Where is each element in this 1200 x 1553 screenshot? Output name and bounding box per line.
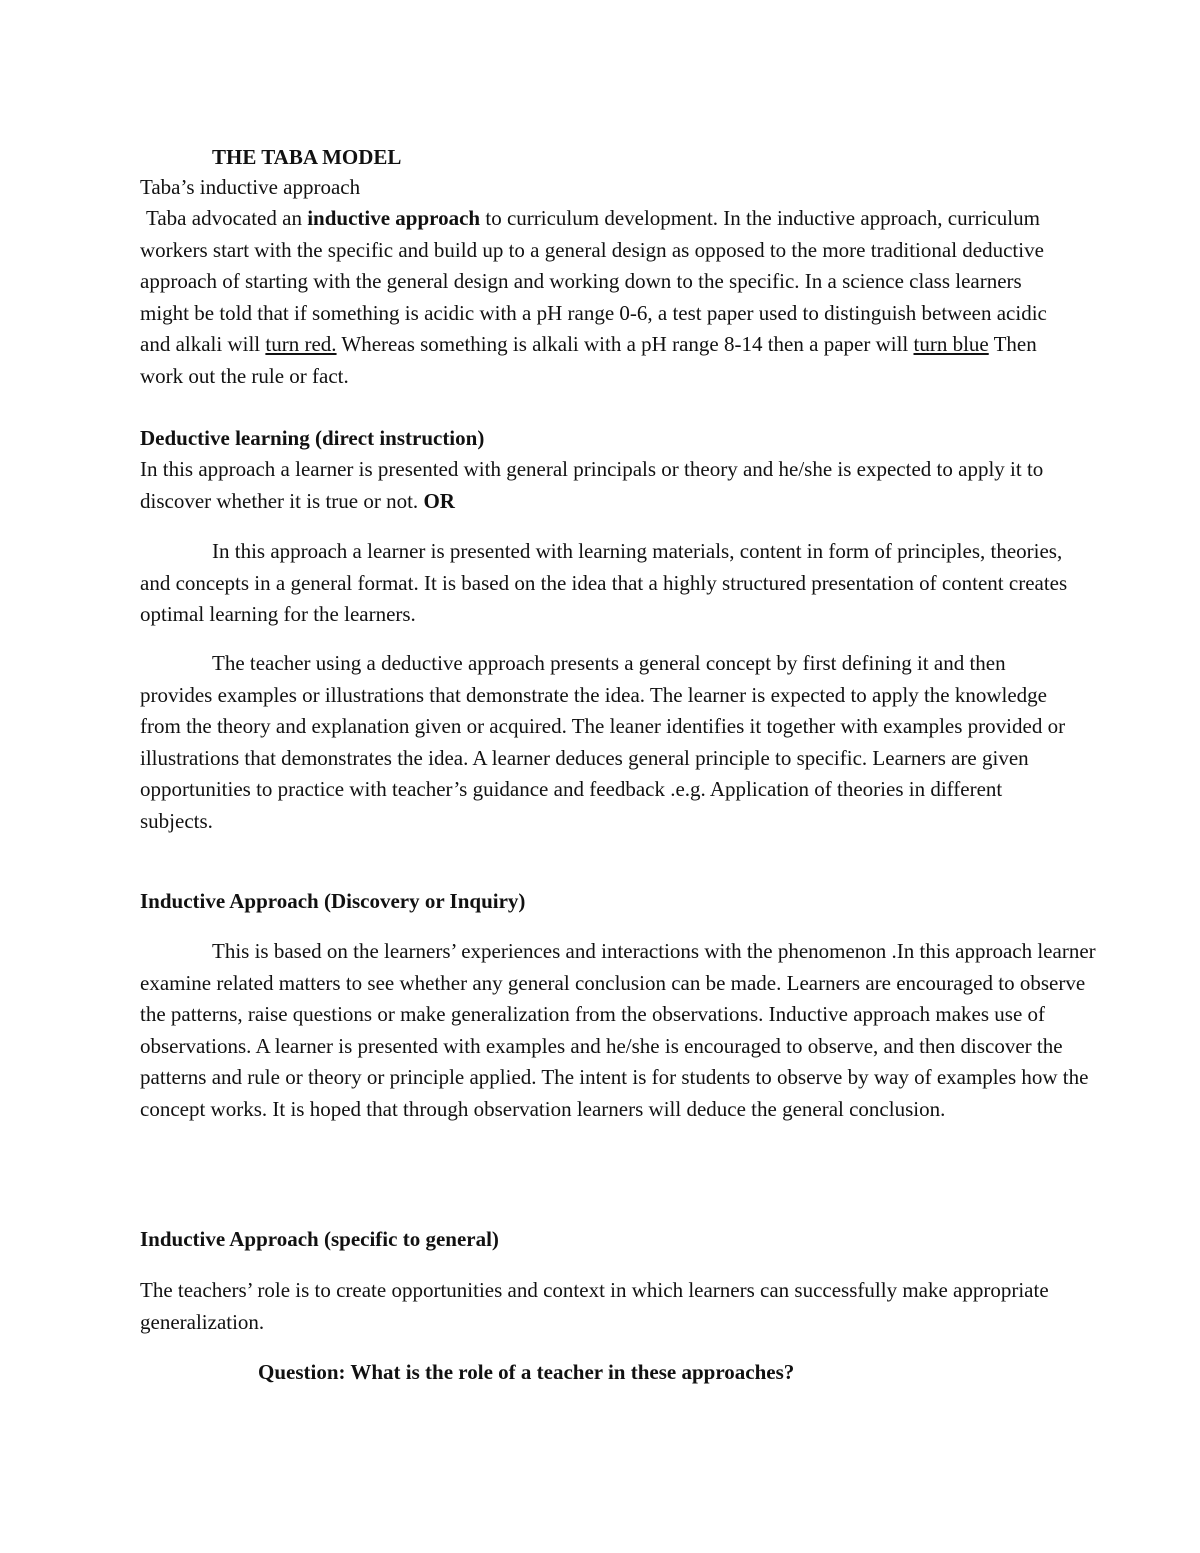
inductive-specific-paragraph: The teachers’ role is to create opportunities and context in which learners can successfully make appropriate generalization. [140, 1278, 1049, 1334]
deductive-paragraph-1 [140, 454, 1065, 517]
intro-paragraph [140, 203, 1055, 392]
intro-bold-term: inductive approach [307, 206, 481, 230]
intro-text-1: Taba advocated an [146, 206, 308, 230]
inductive-discovery-heading: Inductive Approach (Discovery or Inquiry) [140, 889, 526, 913]
deductive-paragraph-3: The teacher using a deductive approach presents a general concept by first defining it and then provides examples or illustrations that demonstrate the idea. The learner is expected to apply the knowledge from the theory and explanation given or acquired. The leaner identifies it together with examples provided or illustrations that demonstrates the idea. A learner deduces general principle to specific. Learners are given opportunities to practice with teacher’s guidance and feedback .e.g. Application of theories in different subjects. [140, 651, 1066, 833]
document-title: THE TABA MODEL [212, 145, 402, 169]
deductive-paragraph-2: In this approach a learner is presented with learning materials, content in form of principles, theories, and concepts in a general format. It is based on the idea that a highly structured presentation of content creates optimal learning for the learners. [140, 539, 1068, 626]
question-line: Question: What is the role of a teacher in these approaches? [258, 1360, 795, 1384]
deductive-heading: Deductive learning (direct instruction) [140, 426, 485, 450]
inductive-specific-heading: Inductive Approach (specific to general) [140, 1227, 499, 1251]
intro-underline-red: turn red. [265, 332, 337, 356]
intro-text-7: Then work out the rule or fact. [140, 332, 1037, 388]
inductive-discovery-paragraph: This is based on the learners’ experiences and interactions with the phenomenon .In this approach learner examine related matters to see whether any general conclusion can be made. Learners are encouraged to observe the patterns, raise questions or make generalization from the observations. Inductive approach makes use of observations. A learner is presented with examples and he/she is encouraged to observe, and then discover the patterns and rule or theory or principle applied. The intent is for students to observe by way of examples how the concept works. It is hoped that through observation learners will deduce the general conclusion. [140, 939, 1096, 1121]
deductive-or-label: OR [423, 488, 455, 513]
intro-text-3: to curriculum development. In the inductive approach, curriculum workers start with the specific and build up to a general design as opposed to the more traditional deductive approach of starting with the general design and working down to the specific. In a science class learners might be told that if something is acidic with a pH range 0-6, a test paper used to distinguish between acidic and alkali will [140, 206, 1047, 356]
deductive-p1-text: In this approach a learner is presented with general principals or theory and he/she is expected to apply it to discover whether it is true or not. [140, 457, 1044, 513]
document-subtitle: Taba’s inductive approach [140, 175, 361, 199]
intro-text-5: Whereas something is alkali with a pH range 8-14 then a paper will [336, 332, 914, 356]
intro-underline-blue: turn blue [913, 332, 989, 356]
